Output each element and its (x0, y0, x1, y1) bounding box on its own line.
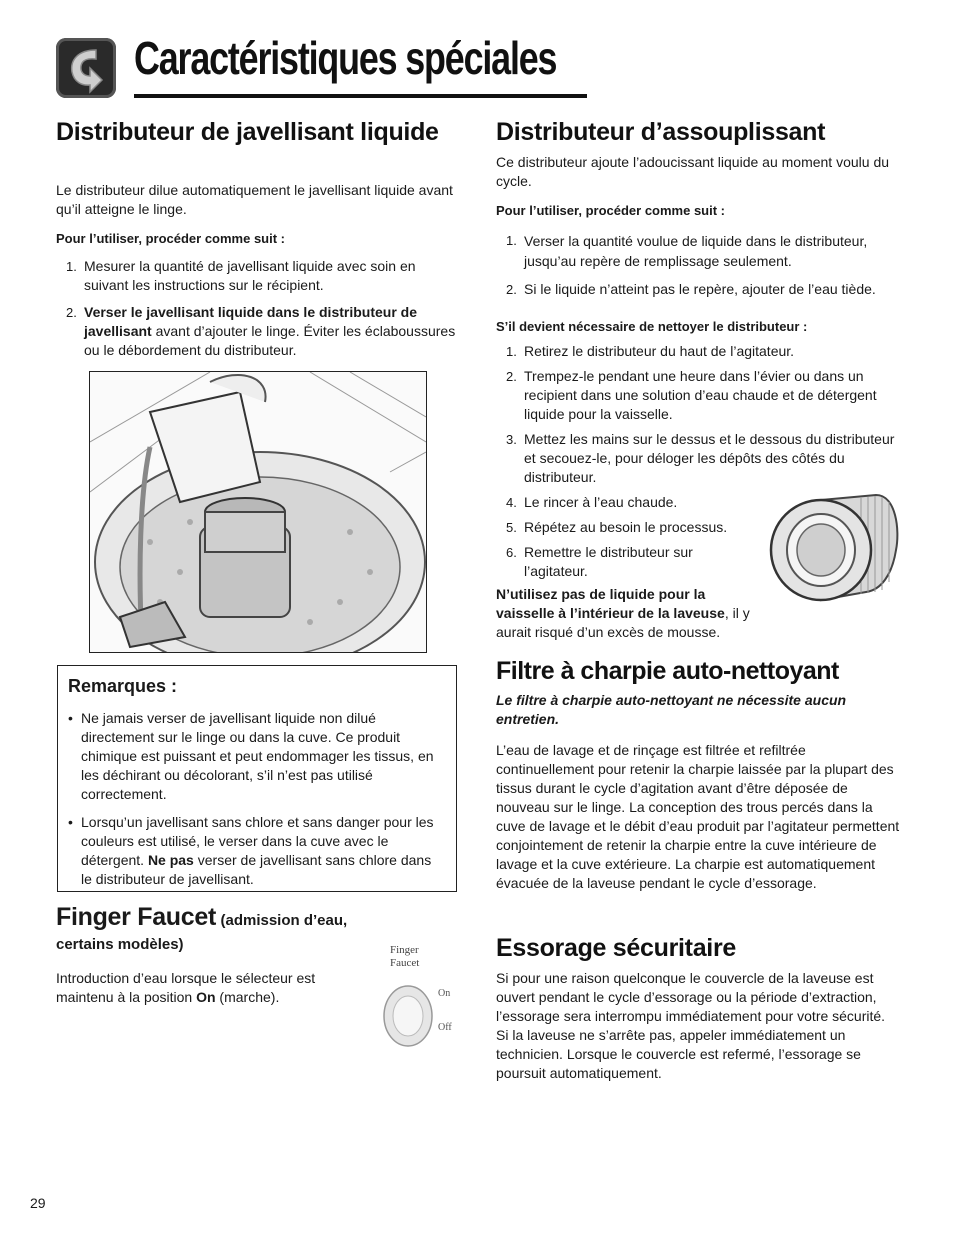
remarks-box (57, 665, 457, 892)
lint-section-title: Filtre à charpie auto-nettoyant (496, 657, 839, 685)
list-item: 2. Trempez-le pendant une heure dans l’évier ou dans un recipient dans une solution d’eau chaude et de détergent liquide pour la vaisselle. (506, 368, 877, 422)
faucet-off-label: Off (438, 1022, 452, 1033)
list-item: 3. Mettez les mains sur le dessus et le dessous du distributeur et secouez-le, pour déloger les dépôts des côtés du distributeur. (506, 431, 895, 485)
faucet-subtitle: certains modèles) (56, 936, 184, 953)
list-item: 1. Retirez le distributeur du haut de l’agitateur. (506, 343, 795, 359)
spin-section-title: Essorage sécuritaire (496, 934, 736, 962)
section-logo-icon (56, 38, 116, 98)
title-divider (134, 94, 587, 98)
list-item: 5. Répétez au besoin le processus. (506, 519, 728, 535)
softener-steps-list (496, 231, 900, 299)
list-item: 1. Verser la quantité voulue de liquide dans le distributeur, jusqu’au repère de remplissage seulement. (506, 233, 868, 269)
faucet-section-title: Finger Faucet (admission d’eau, (56, 903, 348, 931)
list-item: 2. Si le liquide n’atteint pas le repère, ajouter de l’eau tiède. (506, 281, 876, 297)
faucet-on-label: On (438, 988, 451, 999)
list-item: • Lorsqu’un javellisant sans chlore et sans danger pour les couleurs est utilisé, le verser dans la cuve avec le détergent. Ne pas verser de javellisant sans chlore dans le distributeur de javellisant. (68, 813, 444, 889)
page-number: 29 (30, 1195, 46, 1211)
softener-dispenser-illustration (766, 490, 902, 606)
bleach-steps-list (56, 257, 456, 360)
bleach-intro: Le distributeur dilue automatiquement le javellisant liquide avant qu’il atteigne le linge. (56, 182, 453, 217)
lint-subtitle: Le filtre à charpie auto-nettoyant ne nécessite aucun entretien. (496, 692, 847, 727)
finger-faucet-control-illustration (378, 944, 456, 1052)
spin-body: Si pour une raison quelconque le couvercle de la laveuse est ouvert pendant le cycle d’essorage ou la période d’extraction, l’essorage sera interrompu immédiatement pour votre sécurité. Si la laveuse ne s’arrête pas, appeler immédiatement un technicien. Lorsque le couvercle est refermé, l’essorage se poursuit automatiquement. (496, 970, 886, 1081)
bleach-pouring-illustration (89, 371, 427, 653)
faucet-text: Introduction d’eau lorsque le sélecteur est maintenu à la position On (marche). (56, 970, 316, 1005)
arrow-icon (56, 38, 116, 98)
list-item: 6. Remettre le distributeur sur l’agitateur. (506, 544, 693, 579)
softener-howto: Pour l’utiliser, procéder comme suit : (496, 203, 726, 218)
softener-warning: N’utilisez pas de liquide pour la vaisselle à l’intérieur de la laveuse, il y aurait risqué d’un excès de mousse. (496, 586, 750, 640)
bleach-section-title: Distributeur de javellisant liquide (56, 118, 439, 146)
remarks-list (68, 709, 444, 889)
remarks-title: Remarques : (68, 676, 178, 696)
page-title: Caractéristiques spéciales (134, 32, 557, 84)
list-item: • Ne jamais verser de javellisant liquide non dilué directement sur le linge ou dans la cuve. Ce produit chimique est puissant et peut endommager les tissus, en les déchirant ou décolorant, s’il n’est pas utilisé correctement. (68, 709, 444, 804)
list-item: 1. Mesurer la quantité de javellisant liquide avec soin en suivant les instructions sur le récipient. (66, 258, 416, 293)
list-item: 2. Verser le javellisant liquide dans le distributeur de javellisant avant d’ajouter le linge. Éviter les éclaboussures ou le débordement du distributeur. (66, 304, 456, 358)
faucet-label-line1: Finger (390, 944, 419, 956)
bleach-howto: Pour l’utiliser, procéder comme suit : (56, 231, 286, 246)
softener-section-title: Distributeur d’assouplissant (496, 118, 826, 146)
lint-body: L’eau de lavage et de rinçage est filtrée et refiltrée continuellement pour retenir la charpie laissée par la plupart des tissus durant le cycle d’agitation avant d’être déposée de nouveau sur le linge. La conception des trous percés dans la cuve de lavage et le débit d’eau produit par l’agitateur permettent conjointement de retenir la charpie entre la cuve intérieure de lavage et la cuve extérieure. La charpie est automatiquement évacuée de la laveuse pendant le cycle d’essorage. (496, 742, 900, 891)
faucet-label-line2: Faucet (390, 957, 420, 969)
softener-intro: Ce distributeur ajoute l’adoucissant liquide au moment voulu du cycle. (496, 154, 890, 189)
list-item: 4. Le rincer à l’eau chaude. (506, 494, 678, 510)
softener-clean-title: S’il devient nécessaire de nettoyer le distributeur : (496, 319, 808, 334)
